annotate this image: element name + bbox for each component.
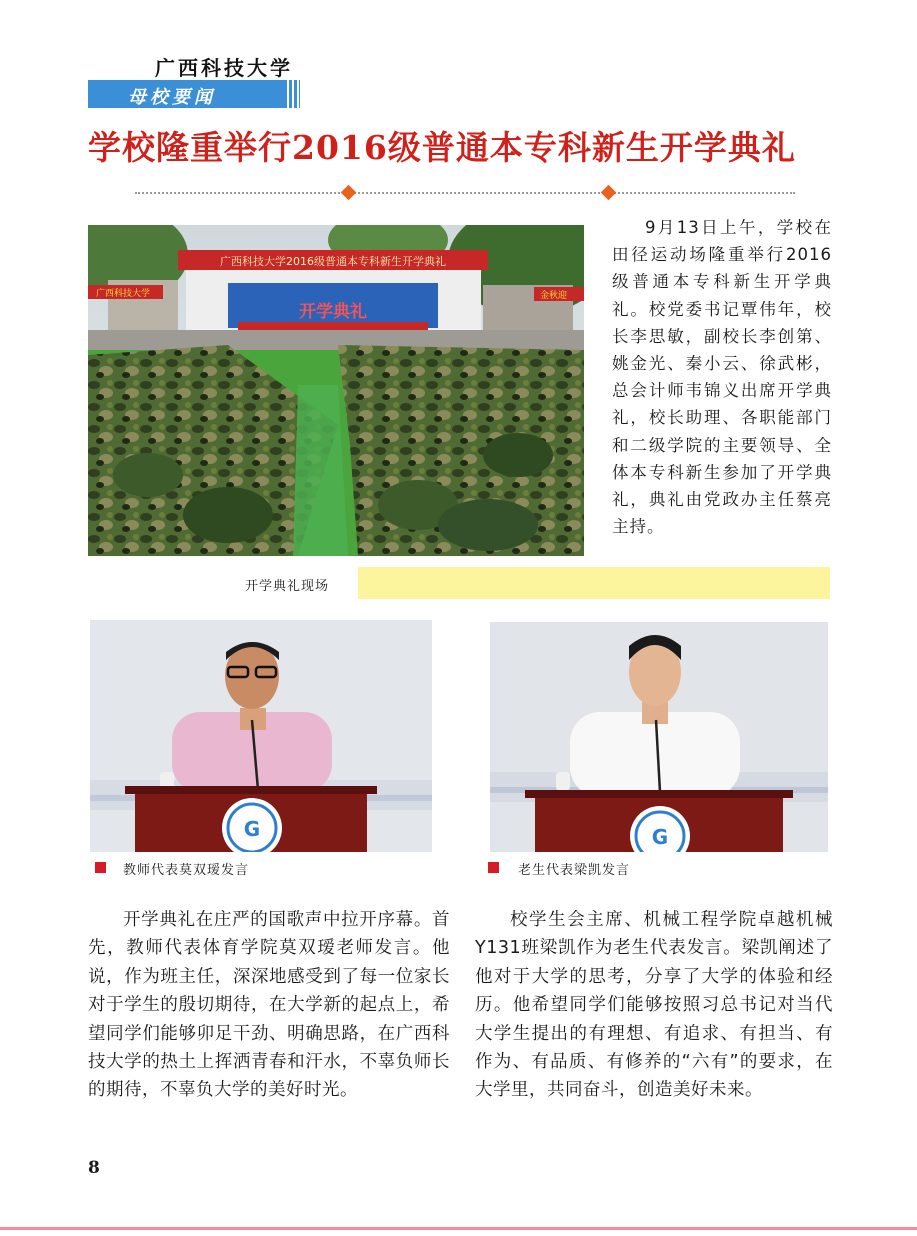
page-number: 8 [88,1158,100,1178]
caption-marker [95,862,106,873]
body-column-right: 校学生会主席、机械工程学院卓越机械Y131班梁凯作为老生代表发言。梁凯阐述了他对于大学的思考，分享了大学的体验和经历。他希望同学们能够按照习总书记对当代大学生提出的有理想、有追求、有担当、有作为、有品质、有修养的“六有”的要求，在大学里，共同奋斗，创造美好未来。 [475,910,833,1101]
svg-text:G: G [243,817,261,841]
caption-highlight-bar [358,567,830,599]
ceremony-caption: 开学典礼现场 [245,579,330,594]
ceremony-photo [88,225,584,556]
teacher-speech-photo [90,620,432,852]
intro-paragraph: 9月13日上午，学校在田径运动场隆重举行2016级普通本专科新生开学典礼。校党委书记覃伟年，校长李思敏，副校长李创第、姚金光、秦小云、徐武彬，总会计师韦锦义出席开学典礼，校长助理、各职能部门和二级学院的主要领导、全体本专科新生参加了开学典礼，典礼由党政办主任蔡亮主持。 [612,218,832,537]
masthead: 广西科技大学 [155,56,293,80]
caption-marker [488,862,499,873]
student-speech-photo [490,622,828,852]
section-tab-stripes [284,80,300,108]
svg-text:G: G [651,825,669,849]
divider-diamond-left [341,185,357,201]
section-label: 母校要闻 [128,87,216,108]
student-caption: 老生代表梁凯发言 [518,863,631,878]
divider-diamond-right [601,185,617,201]
body-column-left: 开学典礼在庄严的国歌声中拉开序幕。首先，教师代表体育学院莫双瑷老师发言。他说，作为班主任，深深地感受到了每一位家长对于学生的殷切期待，在大学新的起点上，希望同学们能够卯足干劲、明确思路，在广西科技大学的热土上挥洒青春和汗水，不辜负师长的期待，不辜负大学的美好时光。 [88,910,450,1101]
title-divider [135,192,795,194]
ceremony-banner-text: 广西科技大学2016级普通本专科新生开学典礼 [220,255,446,268]
footer-rule [0,1227,917,1230]
article-headline: 学校隆重举行2016级普通本专科新生开学典礼 [88,128,796,167]
ceremony-stage-text: 开学典礼 [299,302,367,322]
ceremony-side-banner-right: 金秋迎 [540,291,568,301]
teacher-caption: 教师代表莫双瑷发言 [123,863,250,878]
ceremony-side-banner-left: 广西科技大学 [96,289,151,299]
